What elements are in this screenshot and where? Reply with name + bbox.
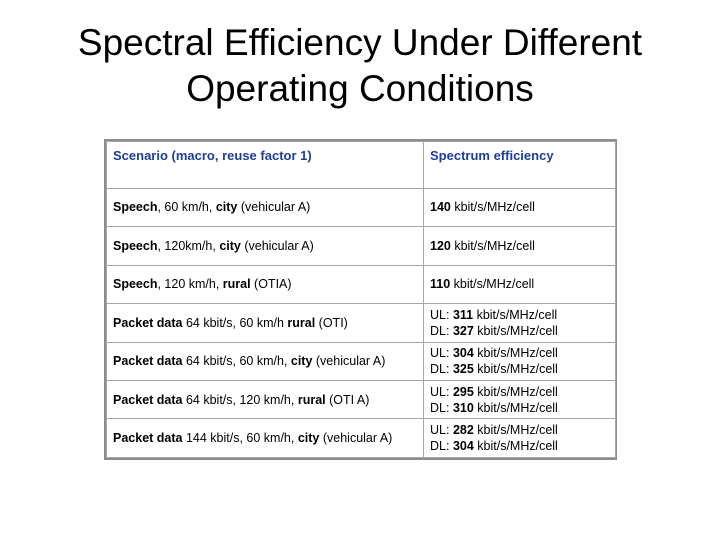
efficiency-value: 140 bbox=[430, 200, 451, 215]
scenario-text-mid1: , 120km/h, bbox=[157, 238, 220, 253]
efficiency-link-label: DL: bbox=[430, 362, 453, 377]
efficiency-cell bbox=[424, 227, 616, 265]
scenario-text-post: (vehicular A) bbox=[319, 431, 393, 446]
efficiency-line bbox=[430, 345, 609, 361]
scenario-text-b2: rural bbox=[222, 277, 251, 292]
efficiency-value: 304 bbox=[452, 439, 474, 454]
table-row bbox=[107, 419, 616, 458]
efficiency-cell bbox=[424, 265, 616, 303]
table-row bbox=[107, 227, 616, 265]
efficiency-cell bbox=[424, 419, 616, 458]
scenario-text-b1: Speech bbox=[113, 238, 158, 253]
efficiency-line bbox=[430, 239, 609, 253]
scenario-text-post: (OTI A) bbox=[325, 392, 370, 407]
efficiency-line bbox=[430, 277, 609, 291]
efficiency-cell bbox=[424, 342, 616, 380]
table-row bbox=[107, 265, 616, 303]
efficiency-link-label: UL: bbox=[430, 423, 453, 438]
efficiency-link-label: UL: bbox=[430, 384, 453, 399]
table-header-row bbox=[107, 142, 616, 189]
scenario-text-b1: Packet data bbox=[113, 431, 183, 446]
scenario-text-b1: Speech bbox=[113, 200, 158, 215]
scenario-text-mid1: 64 kbit/s, 60 km/h, bbox=[182, 354, 291, 369]
efficiency-unit: kbit/s/MHz/cell bbox=[450, 200, 535, 215]
efficiency-value: 311 bbox=[452, 307, 474, 322]
table-row bbox=[107, 304, 616, 342]
scenario-cell bbox=[107, 188, 424, 226]
scenario-text-b2: city bbox=[297, 431, 320, 446]
efficiency-line bbox=[430, 323, 609, 339]
scenario-text-b1: Packet data bbox=[113, 354, 183, 369]
efficiency-cell bbox=[424, 381, 616, 419]
table-row bbox=[107, 188, 616, 226]
efficiency-unit: kbit/s/MHz/cell bbox=[473, 423, 558, 438]
scenario-text-b2: rural bbox=[287, 315, 316, 330]
scenario-text-mid1: , 60 km/h, bbox=[157, 200, 216, 215]
table-row bbox=[107, 342, 616, 380]
scenario-text-b2: city bbox=[290, 354, 313, 369]
efficiency-link-label: UL: bbox=[430, 346, 453, 361]
efficiency-value: 120 bbox=[430, 238, 451, 253]
efficiency-table bbox=[106, 141, 616, 458]
efficiency-line bbox=[430, 361, 609, 377]
efficiency-value: 325 bbox=[452, 362, 474, 377]
efficiency-line bbox=[430, 438, 609, 454]
efficiency-value: 110 bbox=[430, 277, 451, 292]
efficiency-value: 282 bbox=[452, 423, 474, 438]
efficiency-unit: kbit/s/MHz/cell bbox=[473, 323, 558, 338]
header-spectrum-efficiency: Spectrum efficiency bbox=[424, 142, 616, 189]
efficiency-link-label: DL: bbox=[430, 323, 453, 338]
scenario-text-post: (vehicular A) bbox=[312, 354, 386, 369]
scenario-text-mid1: 64 kbit/s, 120 km/h, bbox=[182, 392, 298, 407]
efficiency-value: 304 bbox=[452, 346, 474, 361]
efficiency-value: 327 bbox=[452, 323, 474, 338]
scenario-text-b2: city bbox=[219, 238, 241, 253]
scenario-text-post: (vehicular A) bbox=[240, 238, 314, 253]
scenario-text-b1: Packet data bbox=[113, 392, 183, 407]
scenario-cell bbox=[107, 342, 424, 380]
efficiency-line bbox=[430, 384, 609, 400]
slide-title-line-2: Operating Conditions bbox=[186, 68, 534, 109]
efficiency-line bbox=[430, 422, 609, 438]
efficiency-cell bbox=[424, 304, 616, 342]
efficiency-unit: kbit/s/MHz/cell bbox=[450, 238, 535, 253]
scenario-text-post: (OTI) bbox=[315, 315, 348, 330]
efficiency-table-frame bbox=[104, 139, 617, 460]
scenario-text-post: (vehicular A) bbox=[237, 200, 311, 215]
slide-title-line-1: Spectral Efficiency Under Different bbox=[77, 22, 643, 63]
efficiency-unit: kbit/s/MHz/cell bbox=[450, 277, 535, 292]
scenario-text-b1: Packet data bbox=[113, 315, 183, 330]
scenario-cell bbox=[107, 419, 424, 458]
scenario-text-mid1: 64 kbit/s, 60 km/h bbox=[182, 315, 288, 330]
scenario-text-mid1: 144 kbit/s, 60 km/h, bbox=[182, 431, 298, 446]
efficiency-cell bbox=[424, 188, 616, 226]
header-scenario: Scenario (macro, reuse factor 1) bbox=[107, 142, 424, 189]
efficiency-line bbox=[430, 200, 609, 214]
table-row bbox=[107, 381, 616, 419]
scenario-text-mid1: , 120 km/h, bbox=[157, 277, 223, 292]
scenario-text-post: (OTIA) bbox=[250, 277, 292, 292]
efficiency-link-label: DL: bbox=[430, 439, 453, 454]
scenario-cell bbox=[107, 227, 424, 265]
efficiency-line bbox=[430, 400, 609, 416]
efficiency-link-label: UL: bbox=[430, 307, 453, 322]
efficiency-unit: kbit/s/MHz/cell bbox=[473, 362, 558, 377]
efficiency-line bbox=[430, 307, 609, 323]
efficiency-value: 310 bbox=[452, 400, 474, 415]
slide-title bbox=[0, 20, 720, 112]
efficiency-unit: kbit/s/MHz/cell bbox=[473, 400, 558, 415]
scenario-text-b2: city bbox=[215, 200, 238, 215]
scenario-cell bbox=[107, 265, 424, 303]
efficiency-value: 295 bbox=[452, 384, 474, 399]
scenario-text-b1: Speech bbox=[113, 277, 158, 292]
scenario-cell bbox=[107, 304, 424, 342]
efficiency-link-label: DL: bbox=[430, 400, 453, 415]
efficiency-unit: kbit/s/MHz/cell bbox=[473, 346, 558, 361]
efficiency-unit: kbit/s/MHz/cell bbox=[473, 384, 558, 399]
scenario-cell bbox=[107, 381, 424, 419]
efficiency-unit: kbit/s/MHz/cell bbox=[473, 307, 558, 322]
scenario-text-b2: rural bbox=[297, 392, 326, 407]
efficiency-unit: kbit/s/MHz/cell bbox=[473, 439, 558, 454]
